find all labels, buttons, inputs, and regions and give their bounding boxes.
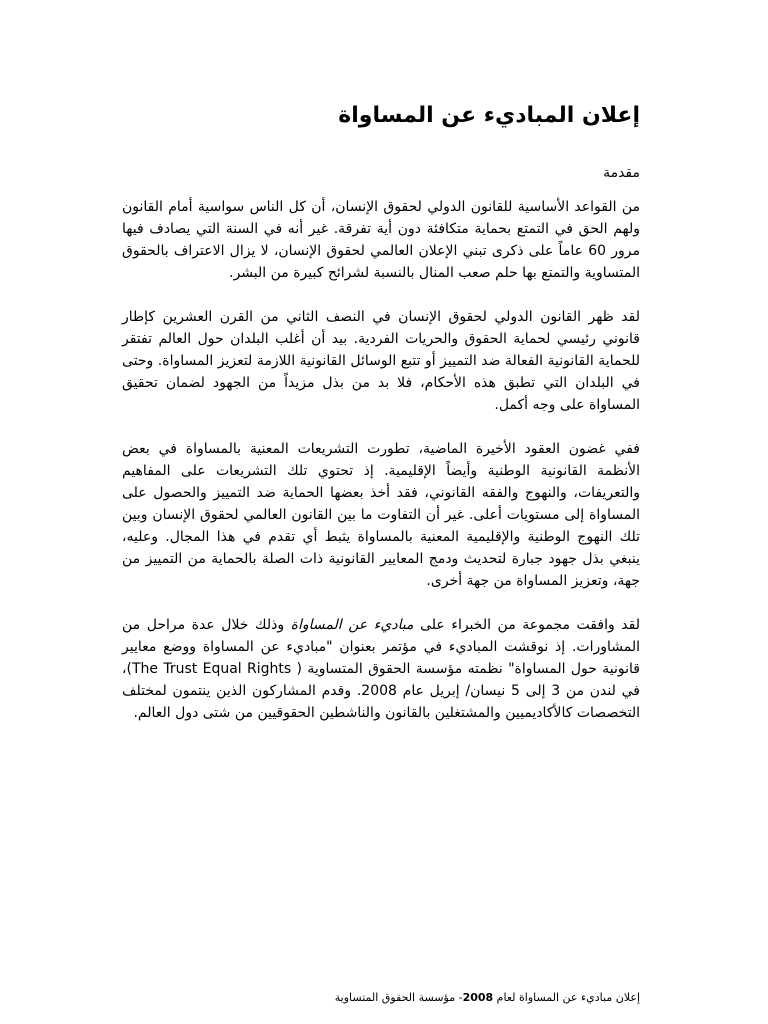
paragraph-4-text-end: وذلك خلال عدة مراحل من المشاورات. إذ نوقشت المباديء في مؤتمر بعنوان "مباديء عن المساواة ووضع معايير قانونية حول المساواة" نظمته مؤسسة الحقوق المتساوية ( The Trust Equal Rights)، في لندن من 3 إلى 5 نيسان/ إبريل عام 2008. وقدم المشاركون الذين ينتمون لمختلف التخصصات كالأكاديميين والمشتغلين بالقانون والناشطين الحقوقيين من شتى دول العالم. [122, 617, 640, 721]
footer-text-start: إعلان مباديء عن المساواة لعام [493, 991, 640, 1004]
paragraph-3: ففي غضون العقود الأخيرة الماضية، تطورت التشريعات المعنية بالمساواة في بعض الأنظمة القانونية الوطنية وأيضاً الإقليمية. إذ تحتوي تلك التشريعات على المفاهيم والتعريفات، والنهوج والفقه القانوني، فقد أخذ بعضها الحماية ضد التمييز والحصول على المساواة إلى مستويات أعلى. غير أن التفاوت ما بين القانون العالمي لحقوق الإنسان وبين تلك النهوج الوطنية والإقليمية المعنية بالمساواة يثبط أي تقدم في هذا المجال. وعليه، ينبغي بذل جهود جبارة لتحديث ودمج المعايير القانونية ذات الصلة بالحماية من التمييز من جهة، وتعزيز المساواة من جهة أخرى. [122, 441, 640, 589]
paragraph-4-emphasis: مباديء عن المساواة [290, 617, 414, 633]
paragraph-4-text-start: لقد وافقت مجموعة من الخبراء على [413, 617, 640, 633]
paragraph-2: لقد ظهر القانون الدولي لحقوق الإنسان في النصف الثاني من القرن العشرين كإطار قانوني رئيسي لحماية الحقوق والحريات الفردية. بيد أن أغلب البلدان حول العالم تفتقر للحماية القانونية الفعالة ضد التمييز أو تتبع الوسائل القانونية اللازمة لتعزيز المساواة. وحتى في البلدان التي تطبق هذه الأحكام، فلا بد من بذل مزيداً من الجهود لضمان تحقيق المساواة على وجه أكمل. [122, 309, 640, 413]
section-heading: مقدمة [603, 165, 640, 181]
page-title: إعلان المباديء عن المساواة [338, 103, 640, 128]
footer-year: 2008 [462, 991, 494, 1004]
paragraph-4 [122, 614, 640, 724]
document-body [122, 96, 640, 746]
paragraph-list [122, 196, 640, 724]
page-footer [200, 990, 640, 1006]
footer-text-end: - مؤسسة الحقوق المتساوية [334, 991, 463, 1004]
paragraph-1: من القواعد الأساسية للقانون الدولي لحقوق الإنسان، أن كل الناس سواسية أمام القانون ولهم الحق في التمتع بحماية متكافئة دون أية تفرقة. غير أنه في السنة التي يصادف فيها مرور 60 عاماً على ذكرى تبني الإعلان العالمي لحقوق الإنسان، لا يزال الاعتراف بالحقوق المتساوية والتمتع بها حلم صعب المنال بالنسبة لشرائح كبيرة من البشر. [122, 199, 640, 281]
